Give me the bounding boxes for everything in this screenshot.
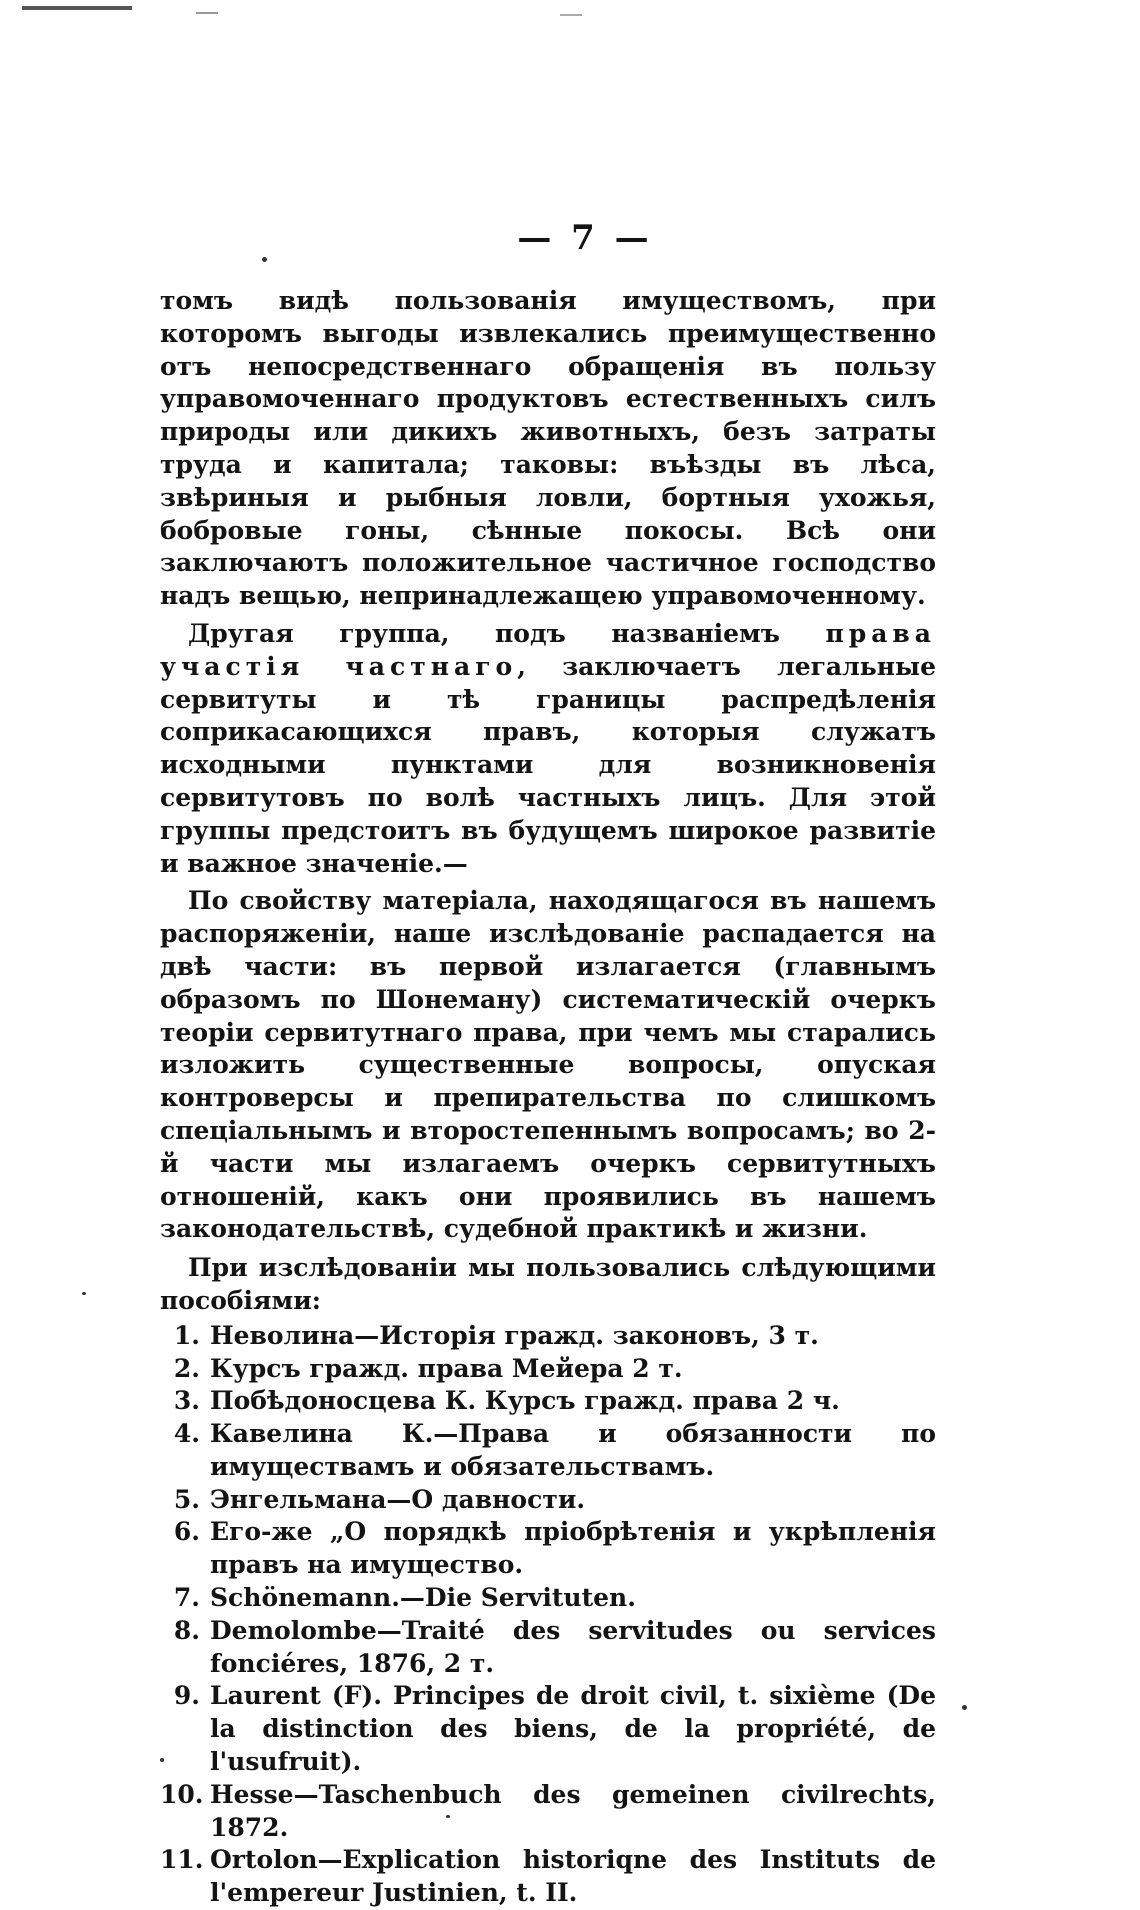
source-item <box>160 1680 936 1778</box>
source-number: 1. <box>173 1320 200 1350</box>
source-text: Ortolon—Explication historiqne des Instituts de l'empereur Justinien, t. II. <box>210 1845 936 1908</box>
source-number: 6. <box>173 1517 200 1547</box>
source-item <box>160 1320 936 1353</box>
scan-artifact <box>22 6 132 10</box>
source-text: Его-же „О порядкѣ пріобрѣтенія и укрѣпленія правъ на имущество. <box>210 1517 936 1580</box>
source-text: Курсъ гражд. права Мейера 2 т. <box>210 1353 683 1383</box>
paragraph-1: томъ видѣ пользованія имуществомъ, при которомъ выгоды извлекались преимущественно отъ непосредственнаго обращенія въ пользу управомоченнаго продуктовъ естественныхъ силъ природы или дикихъ животныхъ, безъ затраты труда и капитала; таковы: въѣзды въ лѣса, звѣриныя и рыбныя ловли, бортныя ухожья, бобровые гоны, сѣнные покосы. Всѣ они заключаютъ положительное частичное господство надъ вещью, непринадлежащею управомоченному. <box>160 286 936 611</box>
source-text: Hesse—Taschenbuch des gemeinen civilrechts, 1872. <box>210 1779 936 1842</box>
paragraph-2-end: , заключаетъ легальные сервитуты и тѣ границы распредѣленія соприкасающихся правъ, которыя служатъ исходными пунктами для возникновенія сервитутовъ по волѣ частныхъ лицъ. Для этой группы предстоитъ въ будущемъ широкое развитіе и важное значеніе.— <box>160 651 936 878</box>
source-item <box>160 1516 936 1582</box>
scan-artifact <box>196 12 218 14</box>
body-text <box>160 285 936 1910</box>
spaced-term: права участія частнаго <box>160 618 936 681</box>
source-text: Неволина—Исторія гражд. законовъ, 3 т. <box>210 1320 819 1350</box>
source-text: Энгельмана—О давности. <box>210 1484 586 1514</box>
paragraph-2 <box>160 618 936 880</box>
sources-list <box>160 1320 936 1910</box>
source-number: 3. <box>173 1386 200 1416</box>
source-number: 5. <box>173 1484 200 1514</box>
source-text: Demolombe—Traité des servitudes ou services fonciéres, 1876, 2 т. <box>210 1615 936 1678</box>
scan-speck <box>262 257 267 262</box>
page-number: — 7 — <box>517 218 653 258</box>
paragraph-2-start: Другая группа, подъ названіемъ <box>188 618 826 648</box>
source-item <box>160 1582 936 1615</box>
scan-speck <box>962 1705 967 1710</box>
source-number: 2. <box>173 1353 200 1383</box>
source-item <box>160 1484 936 1517</box>
paragraph-3: По свойству матеріала, находящагося въ нашемъ распоряженіи, наше изслѣдованіе распадается на двѣ части: въ первой излагается (главнымъ образомъ по Шонеману) систематическій очеркъ теоріи сервитутнаго права, при чемъ мы старались изложить существенные вопросы, опуская контроверсы и препирательства по слишкомъ спеціальнымъ и второстепеннымъ вопросамъ; во 2-й части мы излагаемъ очеркъ сервитутныхъ отношеній, какъ они проявились въ нашемъ законодательствѣ, судебной практикѣ и жизни. <box>160 886 936 1244</box>
source-item <box>160 1353 936 1386</box>
scan-artifact <box>560 14 582 16</box>
source-number: 7. <box>173 1583 200 1613</box>
sources-intro: При изслѣдованіи мы пользовались слѣдующими пособіями: <box>160 1253 936 1315</box>
source-number: 9. <box>173 1681 200 1711</box>
source-text: Laurent (F). Principes de droit civil, t. sixième (De la distinction des biens, de la propriété, de l'usufruit). <box>210 1681 936 1777</box>
source-item <box>160 1779 936 1845</box>
source-text: Schönemann.—Die Servituten. <box>210 1583 636 1613</box>
source-text: Побѣдоносцева К. Курсъ гражд. права 2 ч. <box>210 1386 840 1416</box>
source-item <box>160 1385 936 1418</box>
source-number: 11. <box>160 1845 204 1875</box>
source-number: 8. <box>173 1615 200 1645</box>
scan-speck <box>82 1292 86 1295</box>
source-text: Кавелина К.—Права и обязанности по имуществамъ и обязательствамъ. <box>210 1419 936 1481</box>
source-item <box>160 1615 936 1681</box>
source-item <box>160 1844 936 1910</box>
source-item <box>160 1418 936 1484</box>
source-number: 4. <box>173 1419 200 1449</box>
source-number: 10. <box>160 1779 204 1809</box>
